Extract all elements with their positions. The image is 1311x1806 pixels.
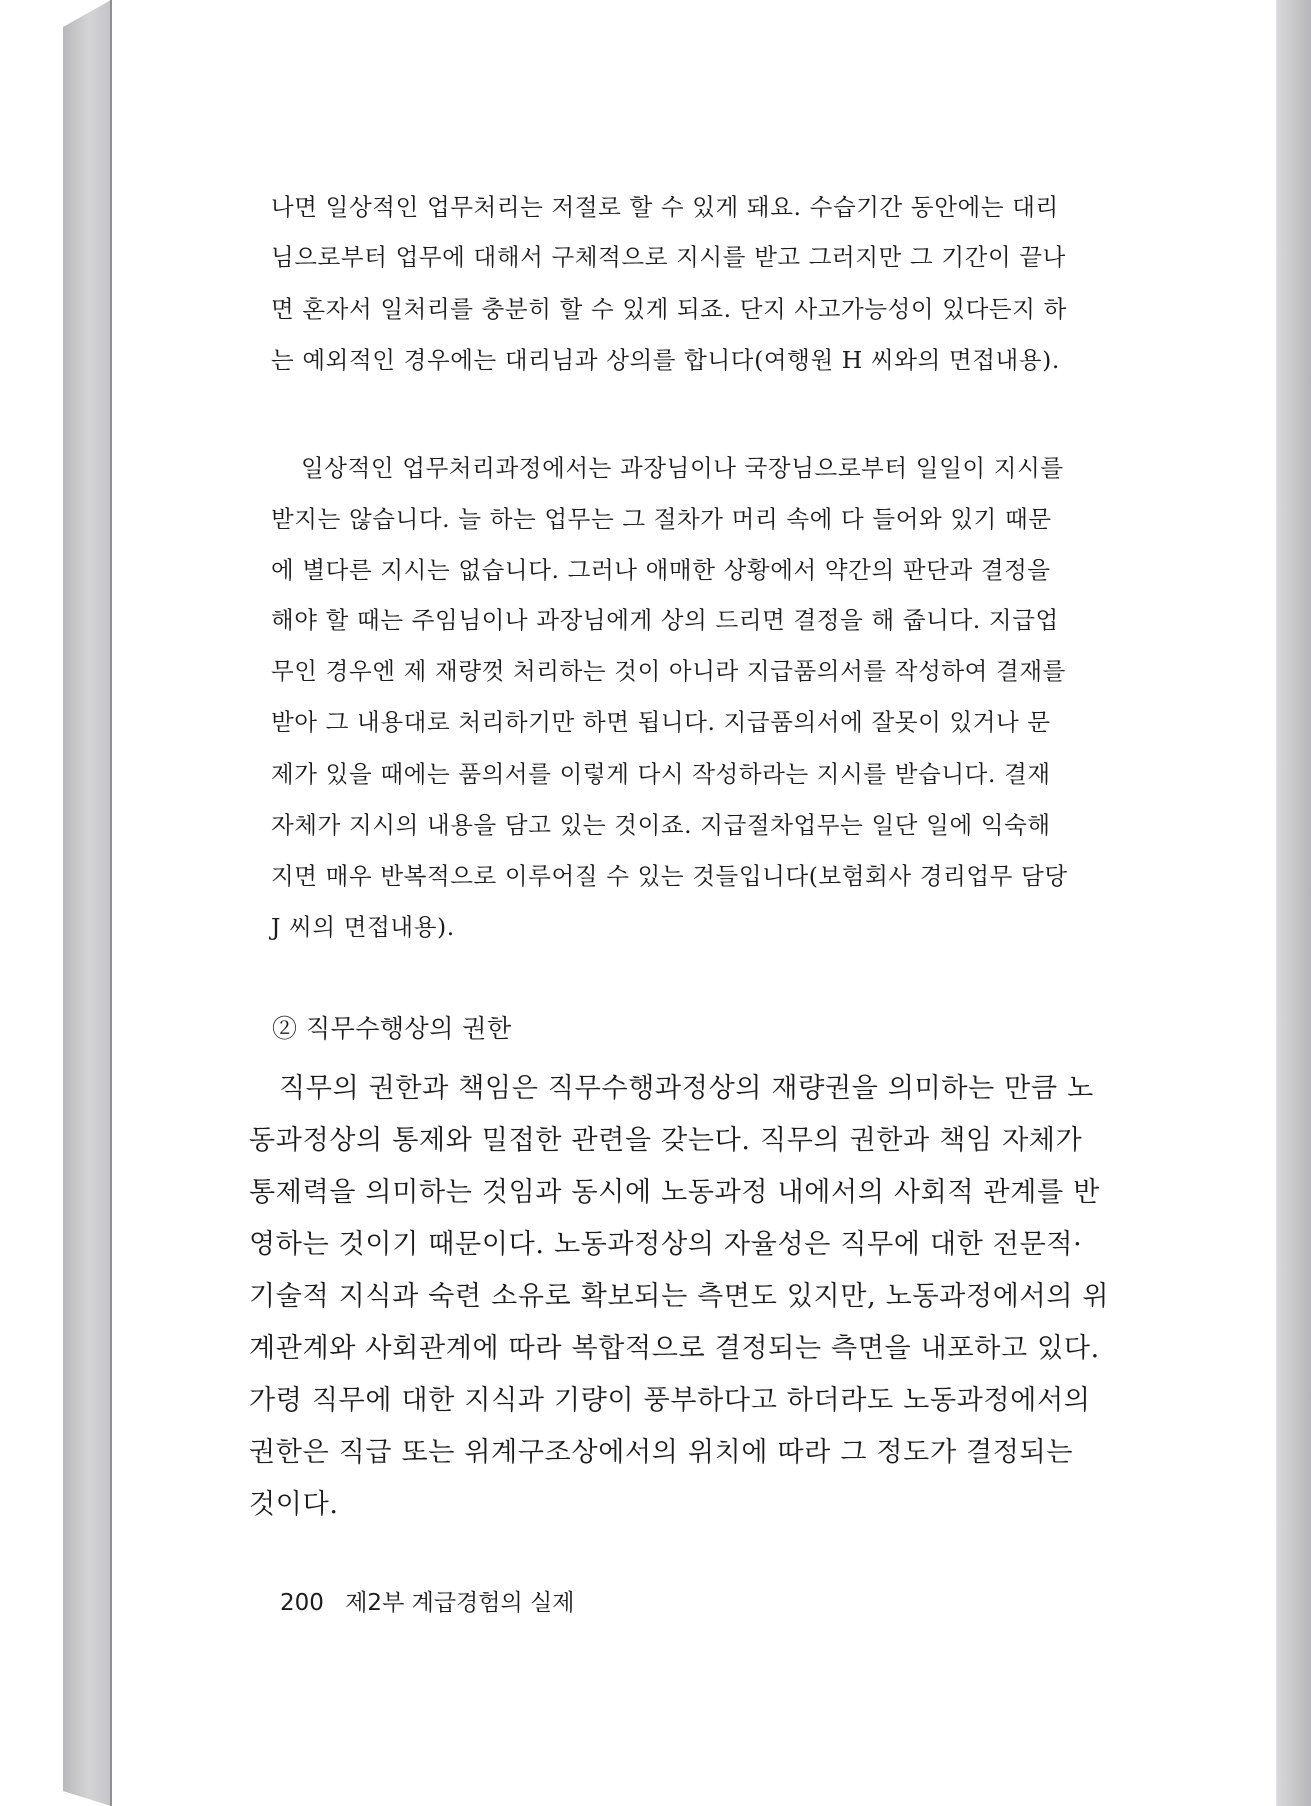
excerpt-line: 받아 그 내용대로 처리하기만 하면 됩니다. 지급품의서에 잘못이 있거나 문: [271, 708, 1051, 736]
excerpt-line: 는 예외적인 경우에는 대리님과 상의를 합니다(여행원 H 씨와의 면접내용).: [271, 346, 1060, 374]
excerpt-line: J 씨의 면접내용).: [271, 913, 455, 941]
running-head: 제2부 계급경험의 실제: [345, 1590, 575, 1616]
excerpt-line: 님으로부터 업무에 대해서 구체적으로 지시를 받고 그러지만 그 기간이 끝나: [271, 243, 1066, 271]
page-edge-shadow: [1277, 0, 1311, 1806]
body-line: 직무의 권한과 책임은 직무수행과정상의 재량권을 의미하는 만큼 노: [279, 1073, 1094, 1104]
excerpt-line: 무인 경우엔 제 재량껏 처리하는 것이 아니라 지급품의서를 작성하여 결재를: [271, 657, 1066, 685]
body-line: 권한은 직급 또는 위계구조상에서의 위치에 따라 그 정도가 결정되는: [249, 1437, 1074, 1468]
excerpt-line: 나면 일상적인 업무처리는 저절로 할 수 있게 돼요. 수습기간 동안에는 대리: [271, 193, 1059, 221]
excerpt-line: 자체가 지시의 내용을 담고 있는 것이죠. 지급절차업무는 일단 일에 익숙해: [271, 811, 1051, 839]
book-page: [112, 0, 1277, 1806]
body-line: 영하는 것이기 때문이다. 노동과정상의 자율성은 직무에 대한 전문적·: [249, 1229, 1083, 1260]
book-spine: [63, 0, 111, 1806]
excerpt-line: 받지는 않습니다. 늘 하는 업무는 그 절차가 머리 속에 다 들어와 있기 때문: [271, 505, 1052, 533]
body-line: 통제력을 의미하는 것임과 동시에 노동과정 내에서의 사회적 관계를 반: [249, 1177, 1100, 1208]
body-line: 계관계와 사회관계에 따라 복합적으로 결정되는 측면을 내포하고 있다.: [249, 1333, 1100, 1364]
page-number: 200: [280, 1590, 324, 1616]
body-line: 동과정상의 통제와 밀접한 관련을 갖는다. 직무의 권한과 책임 자체가: [249, 1125, 1083, 1156]
excerpt-line: 면 혼자서 일처리를 충분히 할 수 있게 되죠. 단지 사고가능성이 있다든지 하: [271, 295, 1067, 323]
excerpt-line: 에 별다른 지시는 없습니다. 그러나 애매한 상황에서 약간의 판단과 결정을: [271, 556, 1051, 584]
body-line: 것이다.: [249, 1489, 339, 1520]
page-footer: [280, 1584, 574, 1617]
section-heading: ② 직무수행상의 권한: [272, 1014, 512, 1043]
body-line: 기술적 지식과 숙련 소유로 확보되는 측면도 있지만, 노동과정에서의 위: [249, 1281, 1110, 1312]
excerpt-line: 제가 있을 때에는 품의서를 이렇게 다시 작성하라는 지시를 받습니다. 결재: [271, 760, 1051, 788]
body-line: 가령 직무에 대한 지식과 기량이 풍부하다고 하더라도 노동과정에서의: [249, 1385, 1091, 1416]
excerpt-line: 해야 할 때는 주임님이나 과장님에게 상의 드리면 결정을 해 줍니다. 지급업: [271, 606, 1059, 634]
excerpt-line: 지면 매우 반복적으로 이루어질 수 있는 것들입니다(보험회사 경리업무 담당: [271, 862, 1068, 890]
excerpt-line: 일상적인 업무처리과정에서는 과장님이나 국장님으로부터 일일이 지시를: [301, 454, 1064, 482]
